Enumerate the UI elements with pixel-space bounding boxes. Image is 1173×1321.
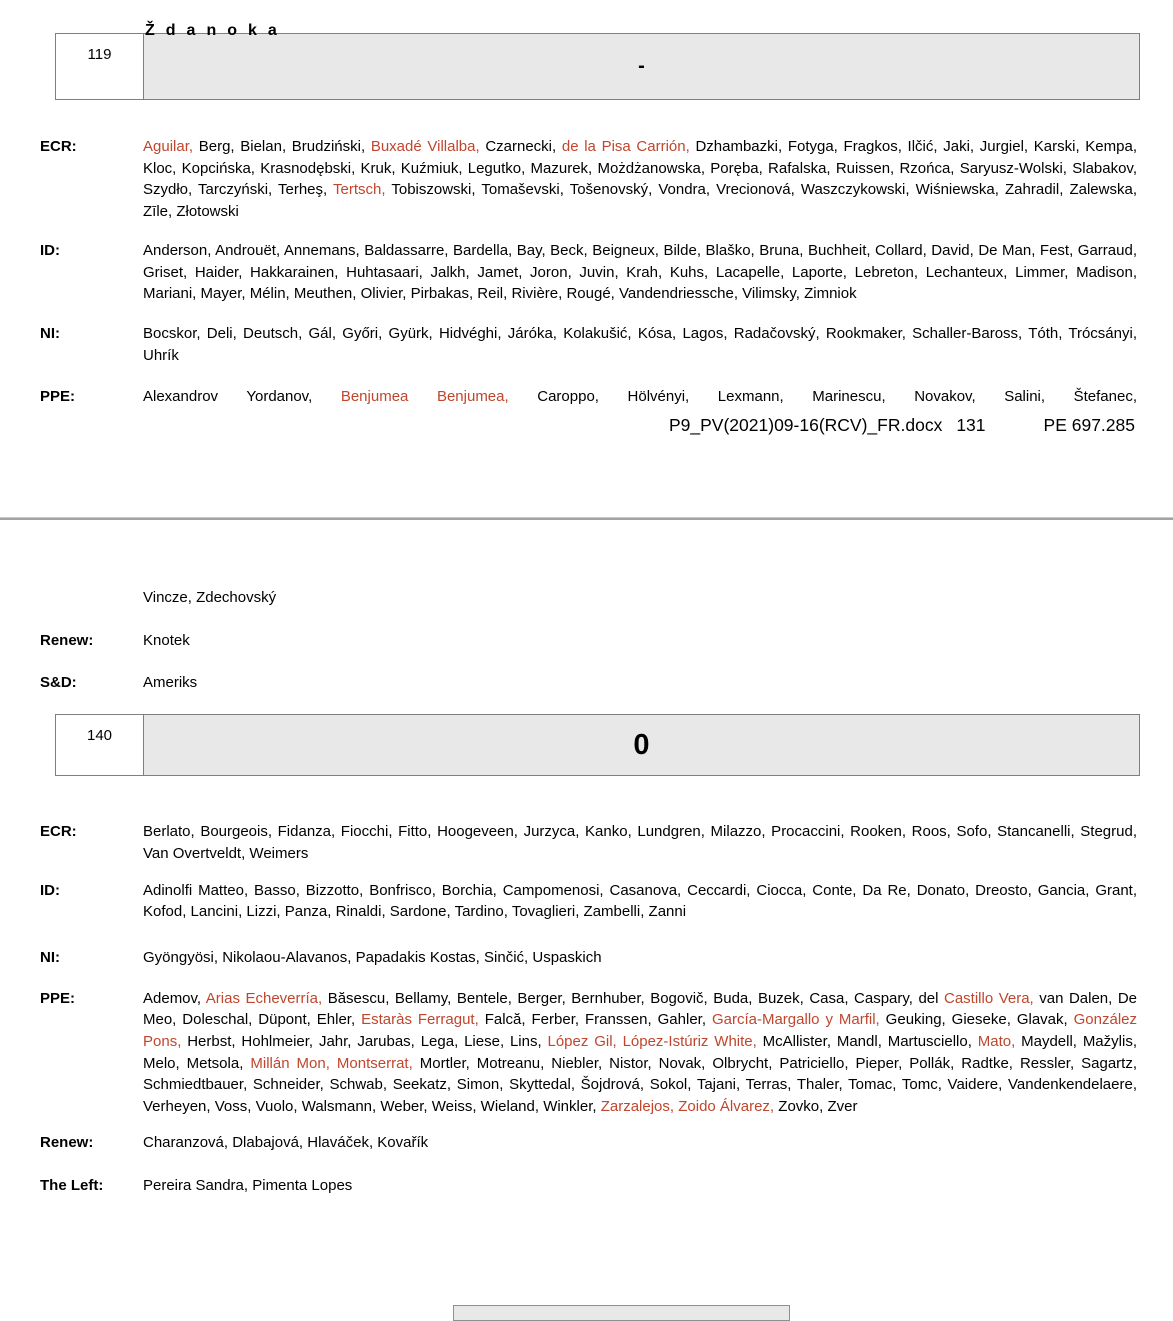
highlighted-member-name: de la Pisa Carrión,	[561, 138, 690, 155]
vote-result-cell: -	[638, 55, 645, 77]
highlighted-member-name: Mato,	[977, 1033, 1016, 1051]
footer-page-number: 131	[956, 415, 986, 436]
vote-result-box-140	[55, 714, 1140, 776]
group-label: ID:	[40, 881, 60, 899]
member-names	[143, 1132, 1137, 1154]
member-name-text: Pereira Sandra, Pimenta Lopes	[143, 1176, 353, 1194]
vote-number-cell: 140	[56, 715, 144, 775]
member-name-text: Knotek	[143, 631, 190, 649]
member-names	[143, 672, 1137, 694]
member-name-text: van Dalen, De Meo, Doleschal, Düpont, Ehler,	[143, 989, 1138, 1029]
member-names	[143, 988, 1137, 1118]
highlighted-member-name: Benjumea Benjumea,	[340, 388, 509, 406]
group-label-spacer	[40, 587, 143, 609]
member-names	[143, 136, 1137, 223]
member-names	[143, 880, 1137, 923]
group-row-id	[40, 880, 1137, 923]
member-name-text: Gyöngyösi, Nikolaou-Alavanos, Papadakis Kostas, Sinčić, Uspaskich	[143, 948, 602, 966]
highlighted-member-name: González Pons,	[143, 1011, 1137, 1051]
member-name-text: Berlato, Bourgeois, Fidanza, Fiocchi, Fitto, Hoogeveen, Jurzyca, Kanko, Lundgren, Milazzo, Procaccini, Rooken, Roos, Sofo, Stancanelli, Stegrud, Van Overtveldt, Weimers	[143, 823, 1137, 862]
member-name-text: Berg, Bielan, Brudziński,	[193, 138, 371, 155]
member-name-text: Czarnecki,	[479, 138, 562, 155]
member-name-text: Mortler, Motreanu, Niebler, Nistor, Novak, Olbrycht, Patriciello, Pieper, Pollák, Radtke, Ressler, Sagartz, Schmiedtbauer, Schneider, Schwab, Seekatz, Simon, Skyttedal, Šojdrová, Sokol, Tajani, Terras, Thaler, Tomac, Tomc, Vaidere, Vandenkendelaere, Verheyen, Voss, Vuolo, Walsmann, Weber, Weiss, Wieland, Winkler,	[143, 1054, 1138, 1116]
member-name-text: Maydell, Mažylis, Melo, Metsola,	[143, 1033, 1137, 1072]
highlighted-member-name: Castillo Vera,	[944, 989, 1034, 1007]
member-name-text: Geuking, Gieseke, Glavak,	[879, 1011, 1074, 1029]
member-names	[143, 630, 1137, 652]
group-label: NI:	[40, 324, 60, 342]
group-row-ecr	[40, 136, 1137, 223]
member-name-text: Adinolfi Matteo, Basso, Bizzotto, Bonfrisco, Borchia, Campomenosi, Casanova, Ceccardi, Ciocca, Conte, Da Re, Donato, Dreosto, Gancia, Grant, Kofod, Lancini, Lizzi, Panza, Rinaldi, Sardone, Tardino, Tovaglieri, Zambelli, Zanni	[143, 881, 1137, 921]
member-name-text: Falcă, Ferber, Franssen, Gahler,	[478, 1011, 712, 1029]
member-name-text: Zovko, Zver	[774, 1098, 858, 1116]
vote-result-cell: 0	[633, 728, 650, 761]
group-label: Renew:	[40, 1133, 94, 1151]
member-names	[143, 587, 1137, 609]
document-page	[0, 22, 1173, 1313]
member-names	[143, 386, 1137, 408]
member-name-text: Ademov,	[143, 989, 206, 1007]
member-name-text: Bocskor, Deli, Deutsch, Gál, Győri, Gyürk, Hidvéghi, Járóka, Kolakušić, Kósa, Lagos, Radačovský, Rookmaker, Schaller-Baross, Tóth, Trócsányi, Uhrík	[143, 324, 1137, 364]
footer-filename: P9_PV(2021)09-16(RCV)_FR.docx	[669, 415, 943, 436]
member-name-text: Charanzová, Dlabajová, Hlaváček, Kovařík	[143, 1133, 429, 1151]
member-name-text: McAllister, Mandl, Martusciello,	[756, 1033, 978, 1051]
highlighted-member-name: López Gil, López-Istúriz White,	[547, 1033, 757, 1051]
highlighted-member-name: Arias Echeverría,	[205, 989, 323, 1007]
group-label: ECR:	[40, 823, 77, 841]
group-label: PPE:	[40, 388, 76, 406]
member-name-text: Anderson, Androuët, Annemans, Baldassarre, Bardella, Bay, Beck, Beigneux, Bilde, Blaško, Bruna, Buchheit, Collard, David, De Man, Fest, Garraud, Griset, Haider, Hakkarainen, Huhtasaari, Jalkh, Jamet, Joron, Juvin, Krah, Kuhs, Lacapelle, Laporte, Lebreton, Lechanteux, Limmer, Madison, Mariani, Mayer, Mélin, Meuthen, Olivier, Pirbakas, Reil, Rivière, Rougé, Vandendriessche, Vilimsky, Zimniok	[143, 241, 1137, 303]
member-name-text: Tobiszowski, Tomaševski, Tošenovský, Vondra, Vrecionová, Waszczykowski, Wiśniewska, Zahradil, Zalewska, Zīle, Złotowski	[143, 181, 1137, 221]
group-label: ID:	[40, 241, 60, 259]
group-row-ppe	[40, 386, 1137, 408]
group-label: ECR:	[40, 138, 77, 155]
group-row-ecr	[40, 821, 1137, 864]
group-row-id	[40, 240, 1137, 305]
clipped-name-top: Ždanoka	[145, 22, 288, 39]
highlighted-member-name: Zarzalejos, Zoido Álvarez,	[600, 1098, 775, 1116]
group-label: S&D:	[40, 674, 77, 692]
group-label: Renew:	[40, 631, 94, 649]
highlighted-member-name: Buxadé Villalba,	[370, 138, 480, 155]
highlighted-member-name: Estaràs Ferragut,	[361, 1011, 479, 1029]
member-name-text: Băsescu, Bellamy, Bentele, Berger, Bernhuber, Bogovič, Buda, Buzek, Casa, Caspary, del	[322, 989, 944, 1007]
member-name-text: Vincze, Zdechovský	[143, 589, 277, 607]
group-row-ppe	[40, 988, 1137, 1118]
member-name-text: Herbst, Hohlmeier, Jahr, Jarubas, Lega, Liese, Lins,	[181, 1033, 548, 1051]
member-names	[143, 821, 1137, 864]
group-label: The Left:	[40, 1176, 104, 1194]
member-name-text: Dzhambazki, Fotyga, Fragkos, Ilčić, Jaki, Jurgiel, Karski, Kempa, Kloc, Kopcińska, Krasnodębski, Kruk, Kuźmiuk, Legutko, Mazurek, Możdżanowska, Poręba, Rafalska, Ruissen, Rzońca, Saryusz-Wolski, Slabakov, Szydło, Tarczyński, Terheş,	[143, 138, 1137, 199]
member-names	[143, 323, 1137, 366]
group-row-carryover	[40, 587, 1137, 609]
member-name-text: Ameriks	[143, 674, 198, 692]
highlighted-member-name: Millán Mon, Montserrat,	[250, 1054, 413, 1072]
group-row-sd	[40, 672, 1137, 694]
group-label: PPE:	[40, 989, 76, 1007]
member-name-text: Alexandrov Yordanov,	[143, 388, 341, 406]
vote-result-box-119	[55, 33, 1140, 100]
group-row-renew	[40, 1132, 1137, 1154]
highlighted-member-name: Aguilar,	[143, 138, 194, 155]
vote-number-cell: 119	[56, 34, 144, 99]
member-names	[143, 1175, 1137, 1197]
group-row-renew	[40, 630, 1137, 652]
member-name-text: Caroppo, Hölvényi, Lexmann, Marinescu, Novakov, Salini, Štefanec,	[508, 388, 1137, 406]
group-row-theleft	[40, 1175, 1137, 1197]
group-label: NI:	[40, 948, 60, 966]
page-footer	[0, 415, 1173, 436]
member-names	[143, 240, 1137, 305]
group-row-ni	[40, 323, 1137, 366]
group-row-ni	[40, 947, 1137, 969]
footer-pe-number: PE 697.285	[1043, 415, 1135, 436]
highlighted-member-name: Tertsch,	[333, 181, 386, 199]
member-names	[143, 947, 1137, 969]
highlighted-member-name: García-Margallo y Marfil,	[711, 1011, 880, 1029]
clipped-vote-box-bottom	[453, 1305, 790, 1321]
page-divider	[0, 517, 1173, 520]
